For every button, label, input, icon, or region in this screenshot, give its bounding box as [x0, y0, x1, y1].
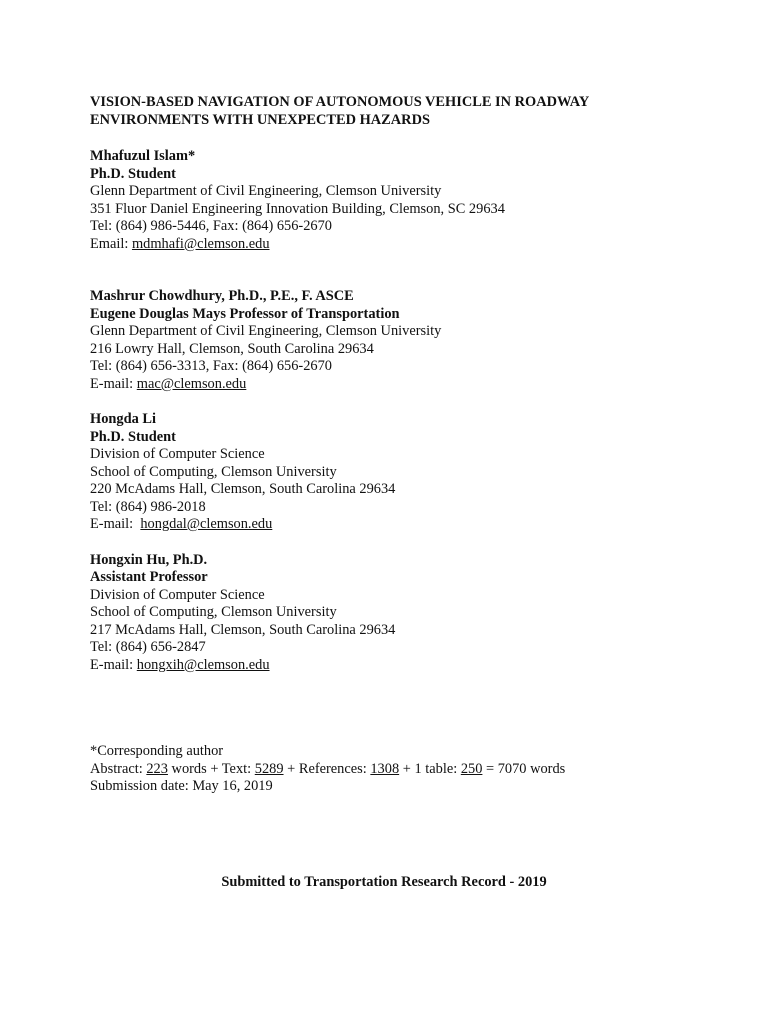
table-count: 250 [460, 760, 483, 777]
author-block-2 [90, 288, 690, 393]
author-affiliation: School of Computing, Clemson University [90, 604, 337, 620]
author-affiliation: Division of Computer Science [90, 586, 265, 603]
author-address: 217 McAdams Hall, Clemson, South Carolina 29634 [90, 621, 396, 638]
author-name: Mashrur Chowdhury, Ph.D., P.E., F. ASCE [90, 288, 354, 304]
title-page [90, 93, 690, 796]
author-tel: Tel: (864) 986-5446, Fax: (864) 656-2670 [90, 218, 332, 234]
author-position: Assistant Professor [90, 569, 208, 585]
author-position: Ph.D. Student [90, 165, 176, 182]
references-label: + References: [283, 760, 371, 777]
author-address: 351 Fluor Daniel Engineering Innovation Building, Clemson, SC 29634 [90, 200, 505, 217]
email-link[interactable]: mdmhafi@clemson.edu [131, 235, 270, 252]
abstract-count: 223 [146, 760, 168, 777]
author-email-line [90, 657, 690, 675]
author-affiliation: Division of Computer Science [90, 446, 265, 462]
corresponding-author-note: *Corresponding author [90, 743, 224, 759]
author-affiliation: Glenn Department of Civil Engineering, Clemson University [90, 323, 442, 339]
author-name: Hongda Li [90, 411, 156, 427]
references-count: 1308 [370, 760, 400, 777]
author-affiliation: School of Computing, Clemson University [90, 463, 337, 480]
submission-date: Submission date: May 16, 2019 [90, 778, 273, 794]
text-count: 5289 [254, 760, 284, 777]
email-label: Email: [90, 235, 132, 252]
total-label: = 7070 words [482, 760, 566, 777]
author-name: Mhafuzul Islam* [90, 148, 196, 164]
paper-title [90, 93, 690, 129]
abstract-label: Abstract: [90, 760, 147, 777]
email-link[interactable]: hongdal@clemson.edu [140, 516, 273, 532]
email-label: E-mail: [90, 656, 137, 673]
author-block-1 [90, 148, 690, 253]
author-position: Ph.D. Student [90, 428, 176, 445]
submission-footer: Submitted to Transportation Research Record - 2019 [221, 874, 547, 890]
author-address: 220 McAdams Hall, Clemson, South Carolina 29634 [90, 481, 396, 497]
author-address: 216 Lowry Hall, Clemson, South Carolina 29634 [90, 340, 374, 357]
author-affiliation: Glenn Department of Civil Engineering, Clemson University [90, 183, 442, 199]
email-link[interactable]: hongxih@clemson.edu [136, 656, 270, 673]
email-label: E-mail: [90, 375, 137, 392]
text-label: words + Text: [167, 760, 255, 777]
author-tel: Tel: (864) 656-2847 [90, 639, 206, 655]
submission-notes [90, 743, 690, 796]
author-block-3 [90, 411, 690, 534]
email-link[interactable]: mac@clemson.edu [136, 375, 247, 392]
paper-title-line-2: ENVIRONMENTS WITH UNEXPECTED HAZARDS [90, 112, 430, 128]
author-email-line [90, 516, 690, 534]
author-name: Hongxin Hu, Ph.D. [90, 551, 208, 568]
author-email-line [90, 376, 690, 394]
author-position: Eugene Douglas Mays Professor of Transportation [90, 305, 400, 322]
author-block-4 [90, 552, 690, 675]
word-count-line [90, 761, 690, 779]
author-tel: Tel: (864) 656-3313, Fax: (864) 656-2670 [90, 358, 332, 374]
author-tel: Tel: (864) 986-2018 [90, 498, 206, 515]
paper-title-line-1: VISION-BASED NAVIGATION OF AUTONOMOUS VEHICLE IN ROADWAY [90, 94, 590, 110]
email-label: E-mail: [90, 516, 141, 532]
author-email-line [90, 236, 690, 254]
table-label: + 1 table: [399, 760, 461, 777]
